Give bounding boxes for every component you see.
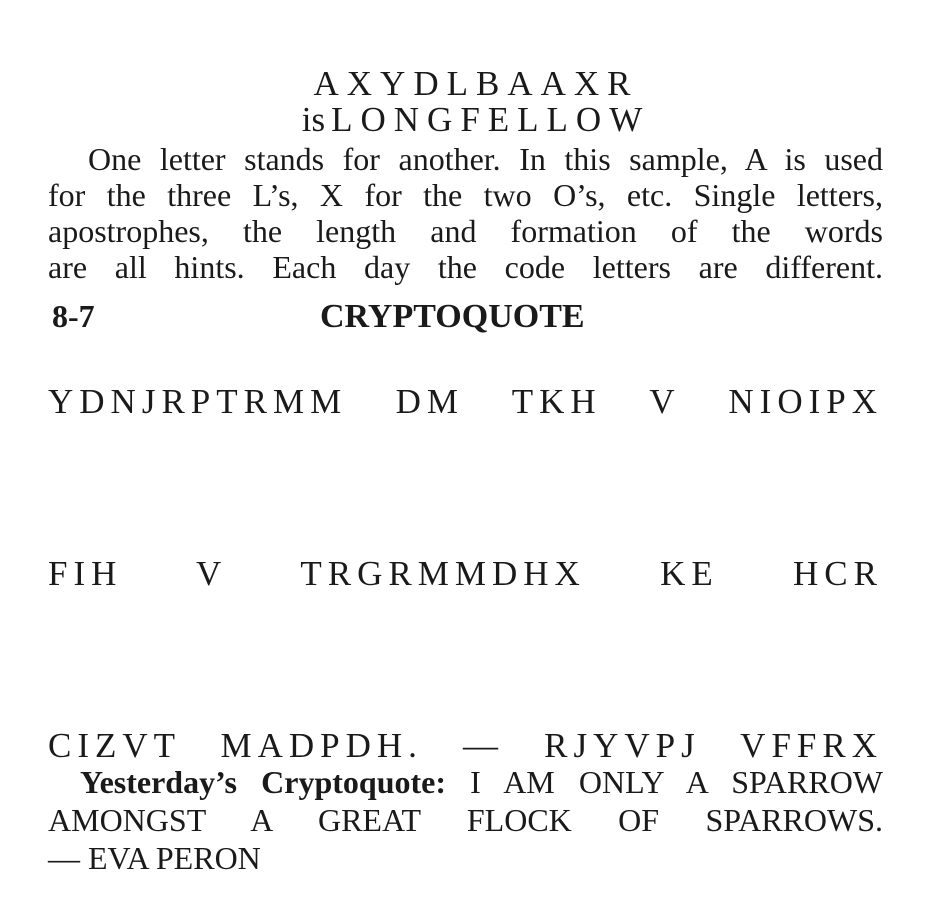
instructions-line: for the three L’s, X for the two O’s, etc. Single letters, xyxy=(48,177,883,213)
sample-cipher-text: AXYDLBAAXR xyxy=(313,64,639,103)
yesterday-line-1 xyxy=(48,763,883,801)
sample-plain xyxy=(0,102,952,138)
sample-cipher xyxy=(0,66,952,102)
yesterday-text-1: I AM ONLY A SPARROW xyxy=(470,764,883,800)
yesterday-label: Yesterday’s Cryptoquote: xyxy=(80,764,447,800)
puzzle-number: 8-7 xyxy=(52,298,95,334)
yesterday-attribution: — EVA PERON xyxy=(48,840,261,876)
puzzle-title: CRYPTOQUOTE xyxy=(320,298,585,335)
sample-is-word: is xyxy=(301,100,326,139)
instructions xyxy=(48,141,883,285)
yesterday-answer xyxy=(48,763,883,877)
instructions-line: are all hints. Each day the code letters are different. xyxy=(48,249,883,285)
sample-plain-text: LONGFELLOW xyxy=(331,100,651,139)
cipher-line: FIH V TRGRMMDHX KE HCR xyxy=(48,554,883,593)
cipher-line: CIZVT MADPDH. — RJYVPJ VFFRX xyxy=(48,726,883,765)
instructions-line: apostrophes, the length and formation of the words xyxy=(48,213,883,249)
instructions-line: One letter stands for another. In this sample, A is used xyxy=(88,141,883,177)
cipher-line: YDNJRPTRMM DM TKH V NIOIPX xyxy=(48,382,883,421)
yesterday-line-2: AMONGST A GREAT FLOCK OF SPARROWS. xyxy=(48,802,883,838)
